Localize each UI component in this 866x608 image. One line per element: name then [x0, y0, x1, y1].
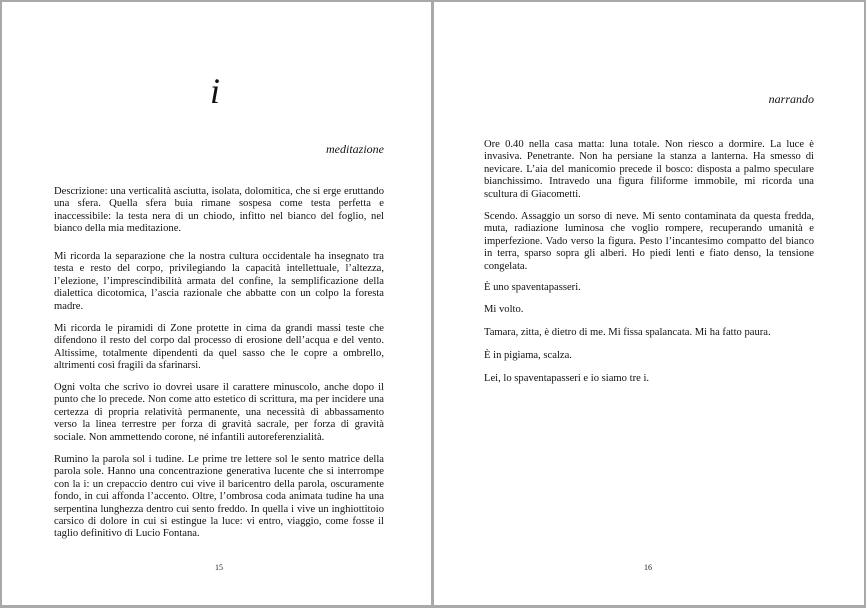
section-title-left: meditazione: [326, 142, 384, 156]
paragraph: È uno spaventapasseri.: [484, 282, 581, 293]
left-page: [2, 2, 431, 605]
paragraph: Scendo. Assaggio un sorso di neve. Mi sento contaminata da questa fredda, muta, radiazione luminosa che voglio rompere, recuperando umanità e imperfezione. Vado verso la figura. Pesto l’incantesimo compatto del bianco in terra, sparso sopra gli alberi. Ho piedi lenti e fiato denso, la tensione congelata.: [484, 211, 814, 272]
paragraph: Mi ricorda le piramidi di Zone protette in cima da grandi massi teste che difendono il resto del corpo dal processo di erosione dell’acqua e del vento. Altissime, totalmente dipendenti da quel sasso che le copre a ombrello, altrimenti così fragili da sfarinarsi.: [54, 323, 384, 372]
section-title-right: narrando: [768, 92, 814, 106]
paragraph: Tamara, zitta, è dietro di me. Mi fissa spalancata. Mi ha fatto paura.: [484, 327, 771, 338]
page-number-left: 15: [215, 563, 223, 572]
paragraph: Ore 0.40 nella casa matta: luna totale. Non riesco a dormire. La luce è invasiva. Penetrante. Non ha persiane la stanza a lanterna. Ha smesso di nevicare. L’aia del manicomio precede il bosco: disposta a palmo speculare bianchissimo. Intravedo una figura filiforme immobile, mi ricorda una scultura di Giacometti.: [484, 139, 814, 200]
chapter-number: i: [210, 71, 221, 111]
paragraph: È in pigiama, scalza.: [484, 350, 572, 361]
paragraph: Descrizione: una verticalità asciutta, isolata, dolomitica, che si erge eruttando una sfera. Quella sfera buia rimane sospesa come testa perfetta e inaccessibile: la testa nera di un chiodo, infitto nel bianco del foglio, nel bianco della mia meditazione.: [54, 186, 384, 235]
paragraph: Mi volto.: [484, 304, 524, 315]
paragraph: Rumino la parola sol i tudine. Le prime tre lettere sol le sento matrice della parola sole. Hanno una concentrazione generativa lucente che si interrompe con la i: un crepaccio dentro cui vive il baricentro della parola, oscuramente fondo, in cui affonda l’accento. Oltre, l’ombrosa coda animata tudine ha una serpentina lunghezza dentro cui sento freddo. In quella i vive un inghiottitoio carsico di dolore in cui si estingue la luce: vi entro, viaggio, come fosse il taglio definitivo di Lucio Fontana.: [54, 454, 384, 540]
page-number-right: 16: [644, 563, 652, 572]
paragraph: Ogni volta che scrivo io dovrei usare il carattere minuscolo, anche dopo il punto che lo precede. Non come atto estetico di scrittura, ma per incidere una certezza di propria relatività permanente, una necessità di abbassamento verso la linea terrestre per forza di gravità sacrale, per forza di gravità sociale. Non ammettendo corone, né infantili autoreferenzialità.: [54, 382, 384, 443]
right-page: [434, 2, 864, 605]
paragraph: Lei, lo spaventapasseri e io siamo tre i.: [484, 373, 650, 384]
paragraph: Mi ricorda la separazione che la nostra cultura occidentale ha insegnato tra testa e resto del corpo, privilegiando la capacità intellettuale, l’altezza, l’elezione, l’imprescindibilità armata del confine, la semplificazione della dialettica dicotomica, l’ascia razionale che abbatte con un colpo la foresta madre.: [54, 251, 384, 312]
